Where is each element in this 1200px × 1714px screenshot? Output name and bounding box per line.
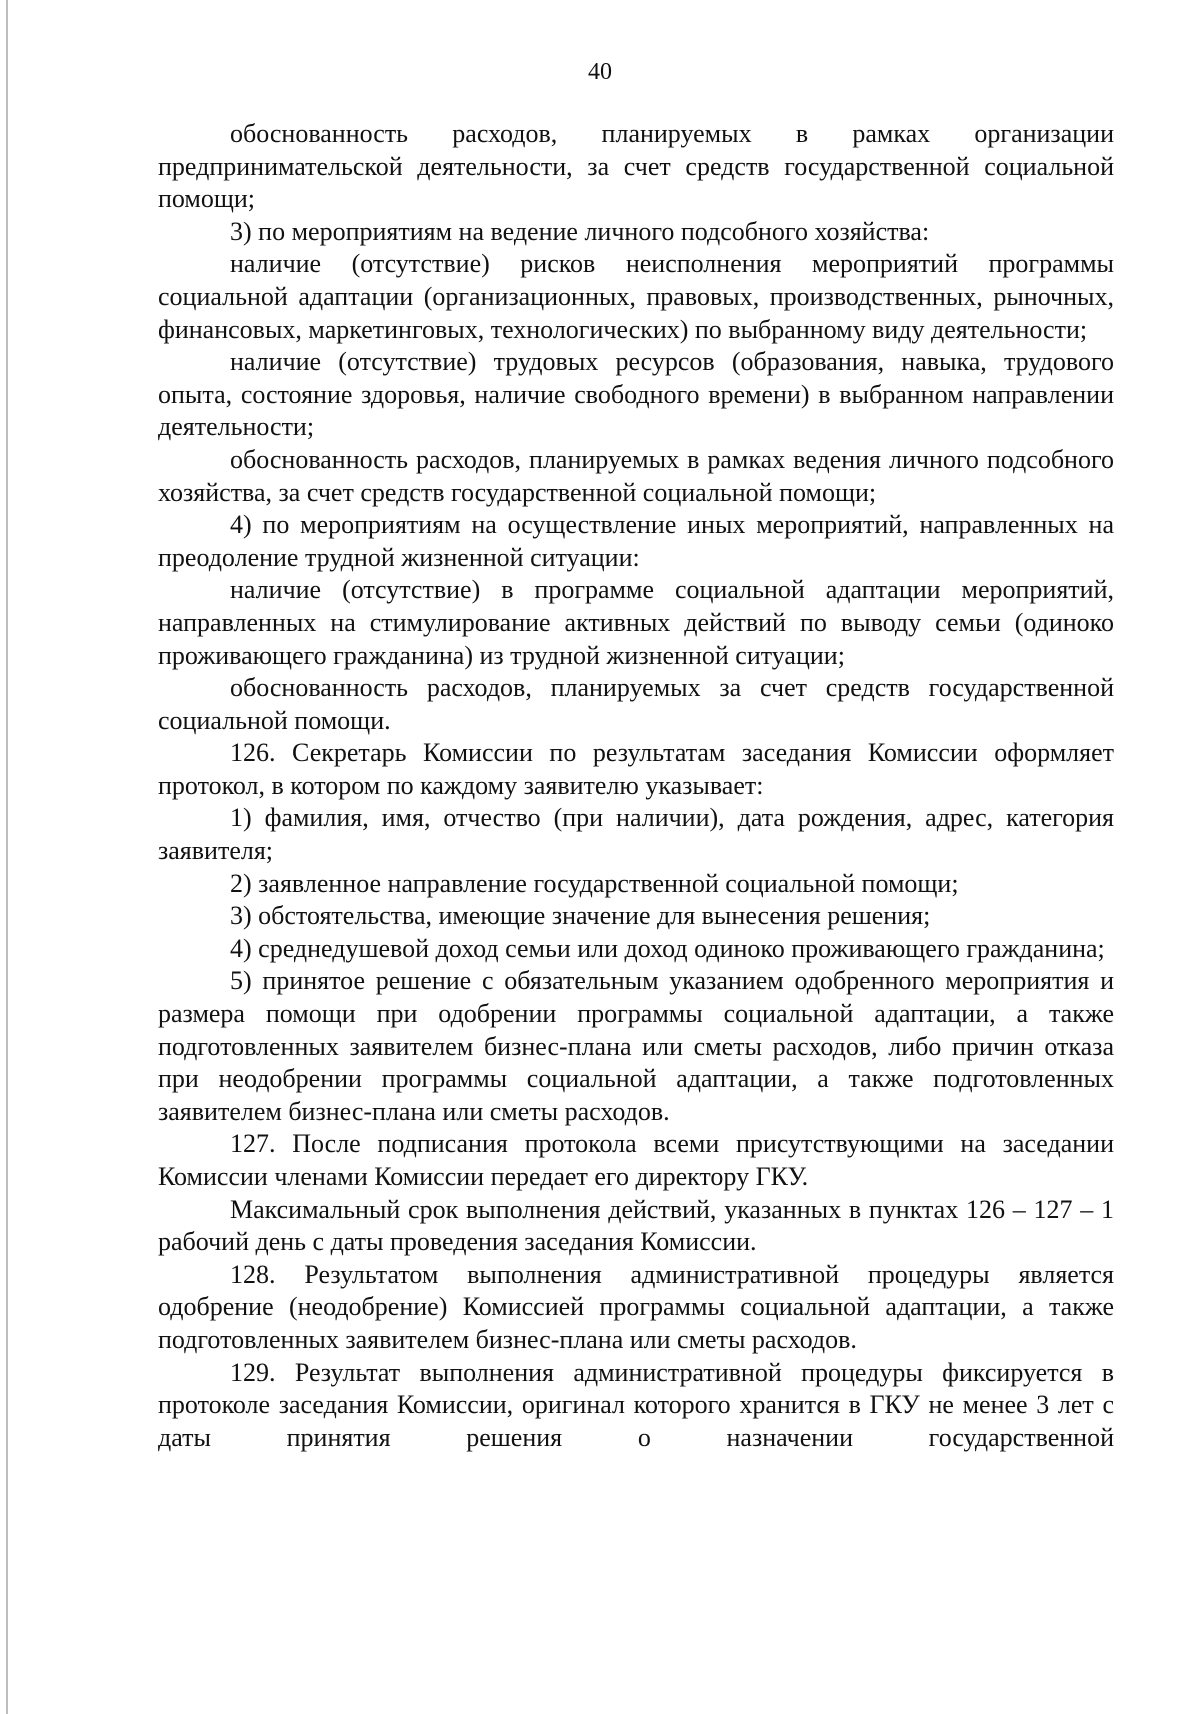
paragraph: наличие (отсутствие) в программе социальной адаптации мероприятий, направленных на стимулирование активных действий по выводу семьи (одиноко проживающего гражданина) из трудной жизненной ситуации; (158, 575, 1114, 670)
paragraph: обоснованность расходов, планируемых в рамках ведения личного подсобного хозяйства, за счет средств государственной социальной помощи; (158, 444, 1114, 507)
paragraph: наличие (отсутствие) рисков неисполнения мероприятий программы социальной адаптации (организационных, правовых, производственных, рыночных, финансовых, маркетинговых, технологических) по выбранному виду деятельности; (158, 249, 1114, 344)
paragraph: 128. Результатом выполнения административной процедуры является одобрение (неодобрение) Комиссией программы социальной адаптации, а также подготовленных заявителем бизнес-плана или сметы расходов. (158, 1259, 1114, 1354)
document-body (158, 118, 1114, 1454)
paragraph: 2) заявленное направление государственной социальной помощи; (230, 868, 959, 898)
paragraph: 4) по мероприятиям на осуществление иных мероприятий, направленных на преодоление трудной жизненной ситуации: (158, 510, 1114, 572)
page-number: 40 (588, 59, 612, 85)
paragraph: 4) среднедушевой доход семьи или доход одиноко проживающего гражданина; (230, 933, 1105, 963)
paragraph: 3) по мероприятиям на ведение личного подсобного хозяйства: (230, 216, 930, 246)
paragraph: 3) обстоятельства, имеющие значение для вынесения решения; (230, 901, 931, 931)
paragraph: 129. Результат выполнения административной процедуры фиксируется в протоколе заседания Комиссии, оригинал которого хранится в ГКУ не менее 3 лет с даты принятия решения о назначении государственной (158, 1357, 1114, 1452)
paragraph: наличие (отсутствие) трудовых ресурсов (образования, навыка, трудового опыта, состояние здоровья, наличие свободного времени) в выбранном направлении деятельности; (158, 347, 1114, 442)
paragraph: Максимальный срок выполнения действий, указанных в пунктах 126 – 127 – 1 рабочий день с даты проведения заседания Комиссии. (158, 1194, 1114, 1257)
paragraph: обоснованность расходов, планируемых за счет средств государственной социальной помощи. (158, 673, 1114, 735)
paragraph: 126. Секретарь Комиссии по результатам заседания Комиссии оформляет протокол, в котором по каждому заявителю указывает: (158, 738, 1114, 800)
paragraph: обоснованность расходов, планируемых в рамках организации предпринимательской деятельности, за счет средств государственной социальной помощи; (158, 119, 1114, 214)
paragraph: 127. После подписания протокола всеми присутствующими на заседании Комиссии членами Комиссии передает его директору ГКУ. (158, 1129, 1114, 1191)
paragraph: 1) фамилия, имя, отчество (при наличии), дата рождения, адрес, категория заявителя; (158, 803, 1114, 866)
scan-edge-line (6, 0, 8, 1714)
paragraph: 5) принятое решение с обязательным указанием одобренного мероприятия и размера помощи при одобрении программы социальной адаптации, а также подготовленных заявителем бизнес-плана или сметы расходов, либо причин отказа при неодобрении программы социальной адаптации, а также подготовленных заявителем бизнес-плана или сметы расходов. (158, 966, 1114, 1126)
